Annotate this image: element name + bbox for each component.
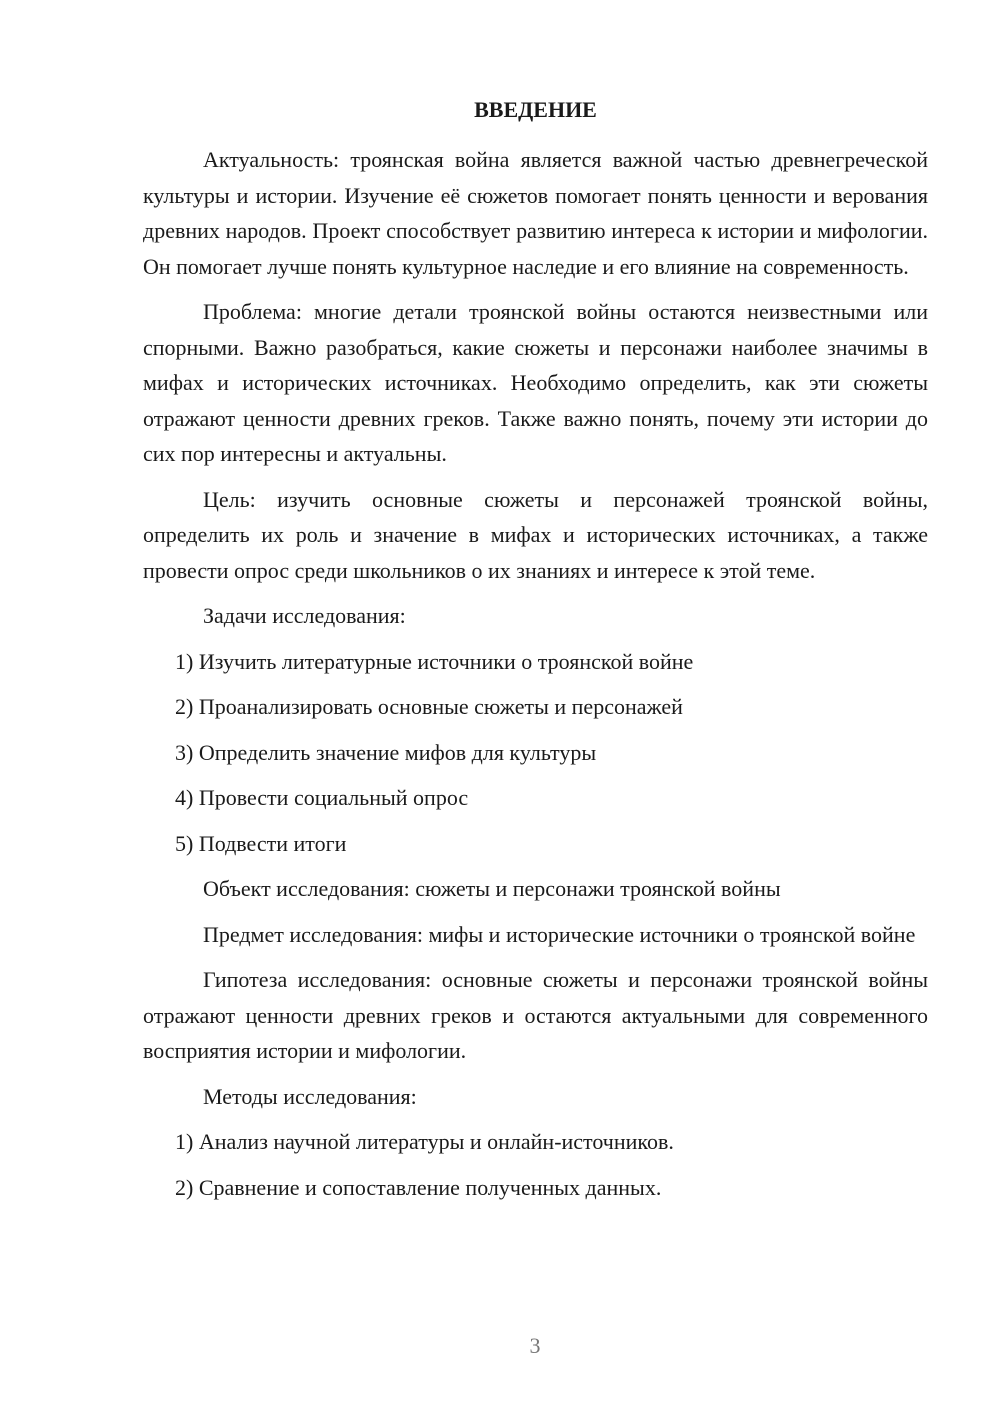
object-paragraph: Объект исследования: сюжеты и персонажи троянской войны [203,876,781,901]
method-item: 1) Анализ научной литературы и онлайн-источников. [175,1129,674,1154]
subject-paragraph: Предмет исследования: мифы и исторические источники о троянской войне [203,921,916,947]
goal-paragraph: Цель: изучить основные сюжеты и персонажей троянской войны, определить их роль и значение в мифах и исторических источниках, а также провести опрос среди школьников о их знаниях и интересе к этой теме. [143,486,928,583]
methods-title: Методы исследования: [203,1083,417,1109]
task-item: 4) Провести социальный опрос [175,785,469,810]
task-item: 2) Проанализировать основные сюжеты и персонажей [175,694,683,719]
task-item: 5) Подвести итоги [175,830,347,856]
page-number: 3 [529,1333,541,1358]
problem-paragraph: Проблема: многие детали троянской войны остаются неизвестными или спорными. Важно разобраться, какие сюжеты и персонажи наиболее значимы в мифах и исторических источниках. Необходимо определить, как эти сюжеты отражают ценности древних греков. Также важно понять, почему эти истории до сих пор интересны и актуальны. [143,299,928,466]
method-item: 2) Сравнение и сопоставление полученных данных. [175,1174,662,1200]
task-item: 3) Определить значение мифов для культуры [175,739,597,765]
section-heading: ВВЕДЕНИЕ [474,97,597,122]
relevance-paragraph: Актуальность: троянская война является важной частью древнегреческой культуры и истории. Изучение её сюжетов помогает понять ценности и верования древних народов. Проект способствует развитию интереса к истории и мифологии. Он помогает лучше понять культурное наследие и его влияние на современность. [143,147,928,279]
hypothesis-paragraph: Гипотеза исследования: основные сюжеты и персонажи троянской войны отражают ценности древних греков и остаются актуальными для современного восприятия истории и мифологии. [143,967,928,1063]
page-content [143,92,928,1215]
tasks-title: Задачи исследования: [203,603,406,628]
task-item: 1) Изучить литературные источники о троянской войне [175,648,694,674]
